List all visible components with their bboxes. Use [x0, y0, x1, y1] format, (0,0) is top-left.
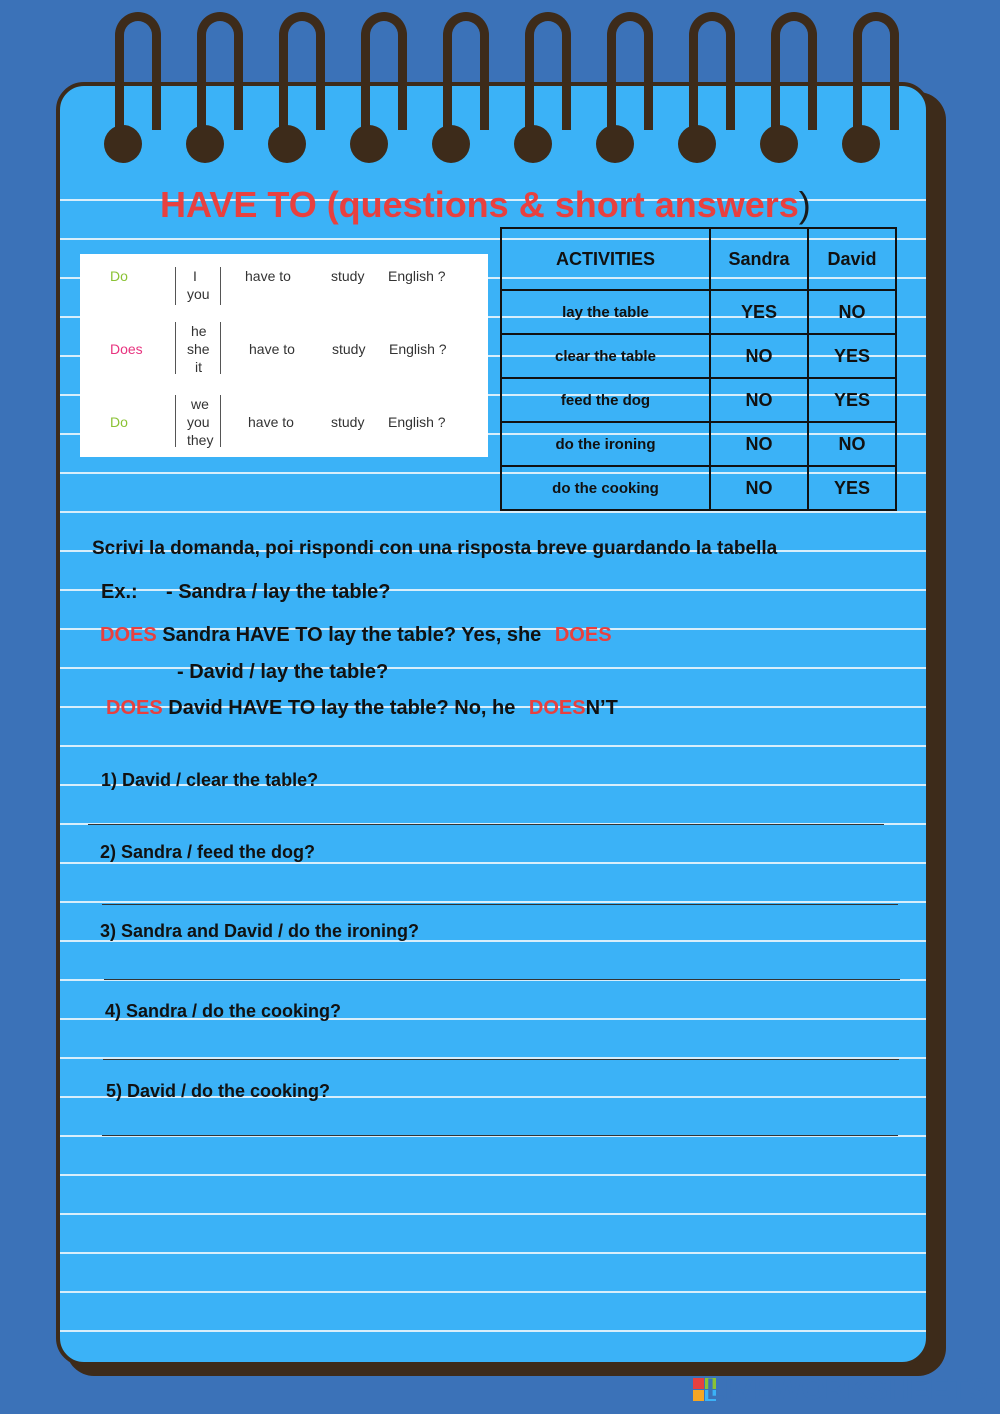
spiral-hole [186, 125, 224, 163]
question-item: 2) Sandra / feed the dog? [100, 842, 316, 862]
question-item: 5) David / do the cooking? [106, 1081, 331, 1101]
answer-body: David HAVE TO lay the table? No, he [168, 697, 516, 719]
table-cell: YES [710, 290, 808, 334]
grammar-pronoun: it [195, 359, 202, 375]
table-cell: NO [710, 334, 808, 378]
question-item: 1) David / clear the table? [101, 770, 319, 790]
ruled-line [60, 1174, 926, 1176]
spiral-hole [350, 125, 388, 163]
grammar-divider [175, 267, 176, 305]
spiral-ring [689, 12, 735, 130]
grammar-verb: have to [248, 414, 294, 430]
grammar-verb: have to [249, 341, 295, 357]
grammar-study: study [332, 341, 366, 357]
ruled-line [60, 1330, 926, 1332]
ruled-line [60, 1213, 926, 1215]
table-cell: YES [808, 466, 896, 510]
activities-table [500, 227, 897, 511]
answer-short: DOES [528, 697, 586, 719]
table-row [501, 334, 896, 378]
table-header-cell: ACTIVITIES [501, 228, 710, 290]
grammar-pronoun: he [191, 323, 207, 339]
instruction-text: Scrivi la domanda, poi rispondi con una risposta breve guardando la tabella [92, 538, 778, 559]
question-item: 4) Sandra / do the cooking? [105, 1001, 342, 1021]
table-cell: do the cooking [501, 466, 710, 510]
spiral-ring [197, 12, 243, 130]
liveworksheets-logo: LIVEWORKSHEETS [706, 1373, 988, 1406]
grammar-pronoun: she [187, 341, 210, 357]
grammar-divider [220, 395, 221, 447]
grammar-divider [220, 267, 221, 305]
example-question-1: - Sandra / lay the table? [166, 581, 391, 603]
table-cell: NO [710, 466, 808, 510]
table-row [501, 422, 896, 466]
grammar-study: study [331, 414, 365, 430]
answer-body: Sandra HAVE TO lay the table? Yes, she [162, 624, 542, 646]
grammar-object: English ? [389, 341, 447, 357]
spiral-ring [525, 12, 571, 130]
answer-line[interactable] [103, 1059, 899, 1060]
answer-line[interactable] [104, 979, 900, 980]
table-cell: feed the dog [501, 378, 710, 422]
table-cell: NO [808, 422, 896, 466]
spiral-hole [842, 125, 880, 163]
table-cell: NO [808, 290, 896, 334]
grammar-study: study [331, 268, 365, 284]
table-row [501, 378, 896, 422]
table-cell: NO [710, 378, 808, 422]
table-row [501, 466, 896, 510]
grammar-divider [175, 322, 176, 374]
spiral-ring [771, 12, 817, 130]
spiral-hole [104, 125, 142, 163]
spiral-hole [596, 125, 634, 163]
example-answer-2 [106, 697, 618, 720]
table-cell: do the ironing [501, 422, 710, 466]
spiral-ring [279, 12, 325, 130]
grammar-pronoun: we [191, 396, 209, 412]
grammar-pronoun: you [187, 286, 210, 302]
ruled-line [60, 1291, 926, 1293]
table-header-cell: David [808, 228, 896, 290]
table-header-cell: Sandra [710, 228, 808, 290]
title-close-paren: ) [798, 184, 811, 225]
page-title [160, 184, 811, 226]
example-question-2: - David / lay the table? [177, 661, 389, 683]
spiral-hole [268, 125, 306, 163]
grammar-object: English ? [388, 414, 446, 430]
ruled-line [60, 1252, 926, 1254]
grammar-verb: have to [245, 268, 291, 284]
ruled-line [60, 901, 926, 903]
answer-line[interactable] [88, 824, 884, 825]
title-text: HAVE TO (questions & short answers [160, 184, 799, 225]
spiral-ring [361, 12, 407, 130]
grammar-object: English ? [388, 268, 446, 284]
grammar-aux: Does [110, 341, 143, 357]
example-label: Ex.: [101, 581, 138, 603]
spiral-ring [607, 12, 653, 130]
spiral-hole [514, 125, 552, 163]
spiral-hole [678, 125, 716, 163]
spiral-hole [760, 125, 798, 163]
question-item: 3) Sandra and David / do the ironing? [100, 921, 420, 941]
answer-short: DOES [554, 624, 612, 646]
grammar-pronoun: you [187, 414, 210, 430]
table-cell: clear the table [501, 334, 710, 378]
grammar-pronoun: they [187, 432, 214, 448]
table-header-row [501, 228, 896, 290]
grammar-aux: Do [110, 414, 128, 430]
ruled-line [60, 511, 926, 513]
example-answer-1 [100, 624, 612, 647]
table-cell: lay the table [501, 290, 710, 334]
table-cell: YES [808, 334, 896, 378]
answer-line[interactable] [102, 904, 898, 905]
answer-short-suffix: N’T [585, 697, 618, 719]
answer-aux: DOES [106, 697, 163, 719]
spiral-hole [432, 125, 470, 163]
grammar-aux: Do [110, 268, 128, 284]
spiral-ring [443, 12, 489, 130]
table-cell: YES [808, 378, 896, 422]
ruled-line [60, 745, 926, 747]
grammar-pronoun: I [193, 268, 197, 284]
table-cell: NO [710, 422, 808, 466]
spiral-ring [115, 12, 161, 130]
grammar-divider [220, 322, 221, 374]
answer-line[interactable] [102, 1135, 898, 1136]
grammar-divider [175, 395, 176, 447]
table-row [501, 290, 896, 334]
answer-aux: DOES [100, 624, 157, 646]
spiral-ring [853, 12, 899, 130]
grammar-table-image [80, 254, 488, 457]
